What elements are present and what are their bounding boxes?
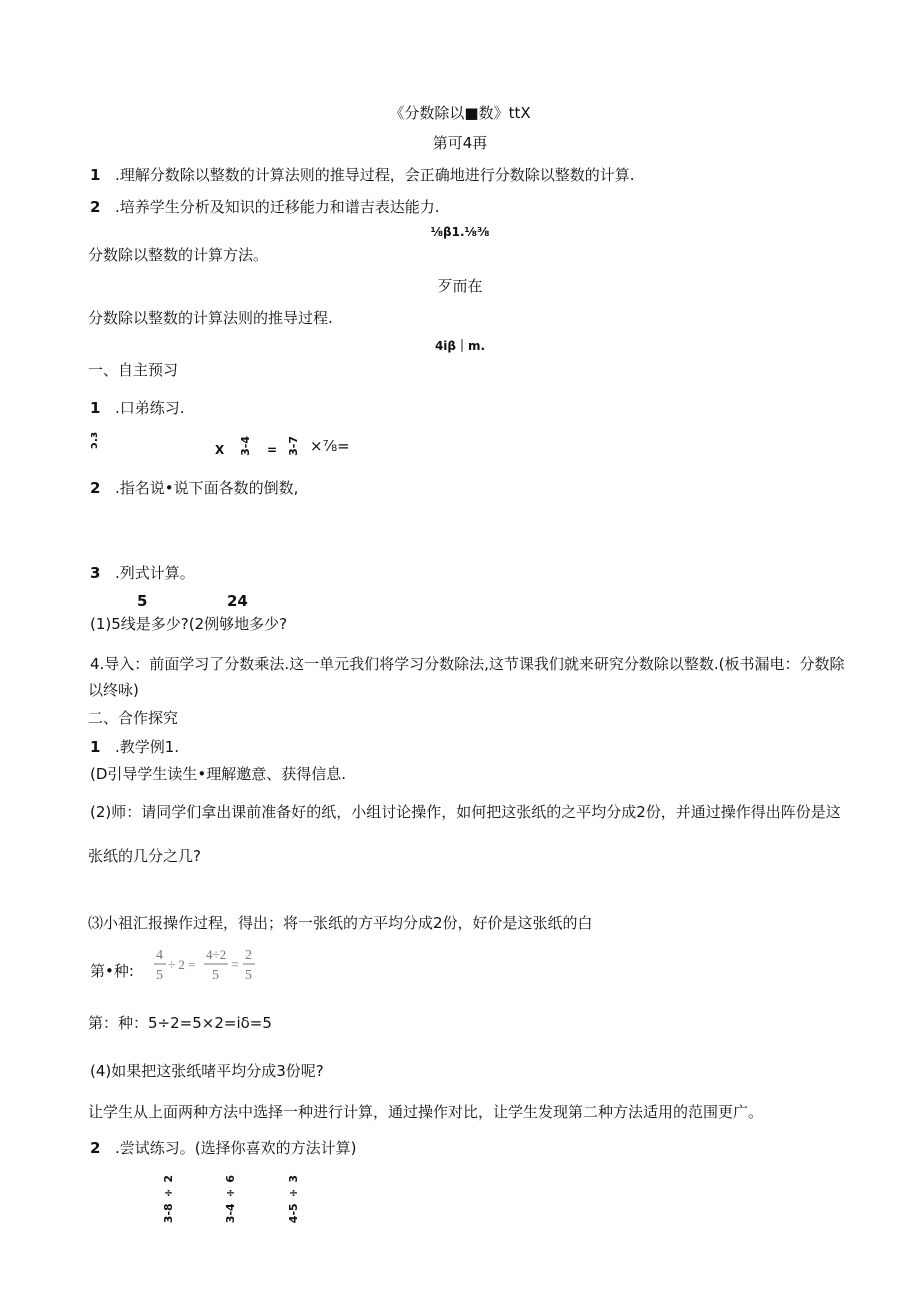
s1-item3-text: .列式计算。 [115, 564, 195, 582]
formula-eq: = [231, 958, 239, 973]
key-point-heading: ⅛β1.⅛⅜ [430, 225, 490, 239]
key-point-text: 分数除以整数的计算方法。 [88, 246, 269, 264]
practice-3: 4-5 ÷ 3 [287, 1175, 300, 1224]
s1-item2-num: 2 [90, 479, 101, 497]
objective-1-num: 1 [90, 166, 101, 184]
oral-times: X [215, 443, 225, 457]
intro-line-2: 以终咏) [88, 681, 139, 699]
s2-para-4: (4)如果把这张纸啫平均分成3份呢? [90, 1062, 324, 1080]
s2-item1-num: 1 [90, 738, 101, 756]
objective-2-text: .培养学生分析及知识的迁移能力和谱吉表达能力. [115, 198, 440, 216]
objective-2-num: 2 [90, 198, 101, 216]
s1-item1-text: .口弟练习. [115, 399, 185, 417]
difficulty-heading: 歹而在 [437, 277, 483, 295]
method2-line: 第：种：5÷2=5×2=iδ=5 [88, 1014, 272, 1032]
oral-equals: = [267, 443, 278, 457]
s2-para-5: 让学生从上面两种方法中选择一种进行计算，通过操作对比，让学生发现第二种方法适用的范围更广。 [88, 1103, 764, 1121]
lesson-label: 第可4再 [432, 134, 488, 152]
practice-2: 3-4 ÷ 6 [224, 1175, 237, 1224]
doc-title: 《分数除以■数》ttX [389, 104, 531, 122]
s2-para-2-line1: (2)师：请同学们拿出课前准备好的纸，小组讨论操作，如何把这张纸的之平均分成2份，并通过操作得出阵份是这 [90, 803, 841, 821]
item3-number-a: 5 [137, 592, 148, 610]
oral-fraction-2: 3-7 [287, 436, 300, 456]
section1-title: 一、自主预习 [88, 361, 179, 379]
s1-item3-num: 3 [90, 564, 101, 582]
formula-op: ÷ 2 = [168, 957, 196, 972]
section2-title: 二、合作探究 [88, 709, 179, 727]
formula-den-1: 5 [156, 968, 163, 983]
item3-question: (1)5线是多少?(2例够地多少? [90, 615, 288, 633]
difficulty-text: 分数除以整数的计算法则的推导过程. [88, 309, 333, 327]
method1-label: 第•种: [90, 962, 134, 980]
s2-item2-num: 2 [90, 1139, 101, 1157]
objective-1-text: .理解分数除以整数的计算法则的推导过程，会正确地进行分数除以整数的计算. [115, 166, 635, 184]
oral-tail: ×⅞= [310, 437, 350, 455]
s2-para-3: ⑶小祖汇报操作过程，得出；将一张纸的方平均分成2份，好价是这张纸的白 [88, 914, 593, 932]
s1-item2-text: .指名说•说下面各数的倒数, [115, 479, 299, 497]
formula-num-3: 2 [245, 948, 252, 963]
s2-para-1: (D引导学生读生•理解邀意、获得信息. [90, 765, 347, 783]
formula-num-2: 4÷2 [206, 947, 227, 962]
oral-fraction-1: 3-4 [239, 436, 252, 456]
oral-expr-a: ɔ.ɜ [87, 432, 100, 449]
intro-line-1: 4.导入：前面学习了分数乘法.这一单元我们将学习分数除法,这节课我们就来研究分数除以整数.(板书漏电：分数除 [90, 655, 845, 673]
item3-number-b: 24 [227, 592, 248, 610]
s1-item1-num: 1 [90, 399, 101, 417]
formula-den-2: 5 [212, 968, 219, 983]
practice-1: 3-8 ÷ 2 [162, 1175, 175, 1224]
s2-para-2-line2: 张纸的几分之几? [88, 847, 201, 865]
formula-num-1: 4 [156, 948, 163, 963]
process-heading: 4iβ｜m. [434, 339, 486, 353]
s2-item1-text: .教学例1. [115, 738, 180, 756]
s2-item2-text: .尝试练习。(选择你喜欢的方法计算) [115, 1139, 357, 1157]
method1-formula [152, 944, 262, 984]
formula-den-3: 5 [245, 968, 252, 983]
